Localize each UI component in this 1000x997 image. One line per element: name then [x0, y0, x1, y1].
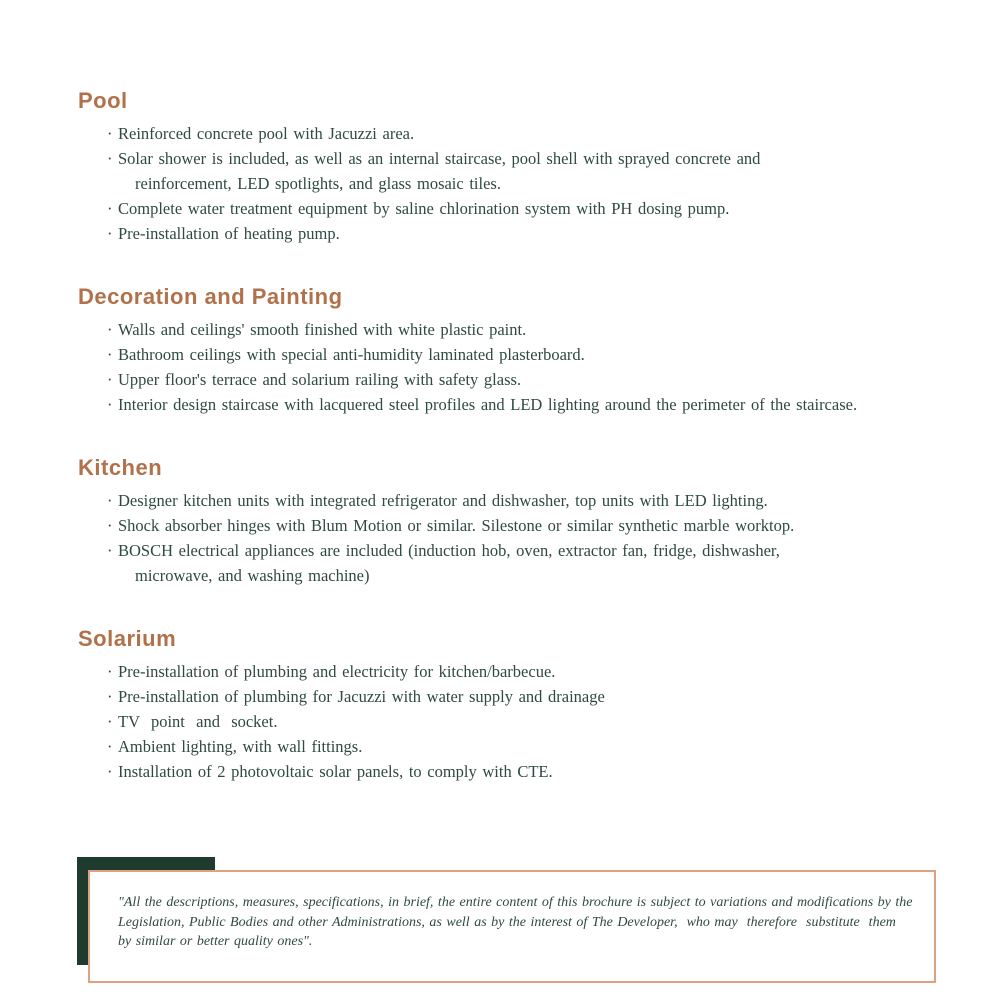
- bullet-item: [107, 221, 968, 246]
- bullet-icon: ·: [107, 662, 113, 681]
- bullet-icon: ·: [107, 320, 113, 339]
- bullet-icon: ·: [107, 345, 113, 364]
- section-pool: [78, 88, 968, 246]
- bullet-text: Reinforced concrete pool with Jacuzzi area.: [118, 124, 415, 143]
- bullet-list: [107, 659, 968, 784]
- bullet-icon: ·: [107, 149, 113, 168]
- section-decoration-and-painting: [78, 284, 968, 417]
- bullet-icon: ·: [107, 370, 113, 389]
- bullet-text: Complete water treatment equipment by saline chlorination system with PH dosing pump.: [118, 199, 730, 218]
- bullet-item: [107, 488, 968, 513]
- disclaimer-line: by similar or better quality ones".: [118, 934, 313, 949]
- bullet-text: Solar shower is included, as well as an internal staircase, pool shell with sprayed concrete and: [118, 149, 761, 168]
- bullet-list: [107, 121, 968, 246]
- bullet-item: [107, 146, 968, 171]
- bullet-text: Installation of 2 photovoltaic solar panels, to comply with CTE.: [118, 762, 553, 781]
- disclaimer-text: [90, 872, 934, 952]
- bullet-item: [107, 734, 968, 759]
- bullet-icon: ·: [107, 491, 113, 510]
- section-title-decoration-and-painting: Decoration and Painting: [78, 284, 343, 309]
- bullet-text: TV point and socket.: [118, 712, 278, 731]
- bullet-text: Pre-installation of heating pump.: [118, 224, 340, 243]
- bullet-item: [107, 367, 968, 392]
- section-title-solarium: Solarium: [78, 626, 177, 651]
- bullet-text: Designer kitchen units with integrated refrigerator and dishwasher, top units with LED lighting.: [118, 491, 768, 510]
- bullet-item: [107, 317, 968, 342]
- bullet-item: [107, 121, 968, 146]
- bullet-item: [107, 759, 968, 784]
- bullet-item: [107, 196, 968, 221]
- bullet-item: [107, 513, 968, 538]
- brochure-page: [78, 88, 968, 784]
- bullet-icon: ·: [107, 541, 113, 560]
- bullet-continuation: [107, 563, 968, 588]
- bullet-text: Interior design staircase with lacquered steel profiles and LED lighting around the perimeter of the staircase.: [118, 395, 858, 414]
- bullet-icon: ·: [107, 762, 113, 781]
- bullet-list: [107, 488, 968, 588]
- bullet-item: [107, 684, 968, 709]
- section-kitchen: [78, 455, 968, 588]
- sections: [78, 88, 968, 784]
- disclaimer-line: Legislation, Public Bodies and other Administrations, as well as by the interest of The Developer, who may therefore substitute them: [118, 914, 896, 930]
- bullet-text: Upper floor's terrace and solarium railing with safety glass.: [118, 370, 522, 389]
- section-title-kitchen: Kitchen: [78, 455, 163, 480]
- bullet-item: [107, 342, 968, 367]
- bullet-text: Pre-installation of plumbing for Jacuzzi with water supply and drainage: [118, 687, 605, 706]
- bullet-item: [107, 538, 968, 563]
- disclaimer-line: "All the descriptions, measures, specifications, in brief, the entire content of this brochure is subject to variations and modifications by the: [118, 895, 913, 910]
- bullet-item: [107, 392, 968, 417]
- disclaimer-box: [88, 870, 936, 983]
- bullet-icon: ·: [107, 712, 113, 731]
- bullet-text: Pre-installation of plumbing and electricity for kitchen/barbecue.: [118, 662, 556, 681]
- bullet-icon: ·: [107, 737, 113, 756]
- bullet-text: reinforcement, LED spotlights, and glass mosaic tiles.: [135, 174, 501, 193]
- bullet-icon: ·: [107, 224, 113, 243]
- bullet-text: BOSCH electrical appliances are included (induction hob, oven, extractor fan, fridge, dishwasher,: [118, 541, 780, 560]
- bullet-item: [107, 709, 968, 734]
- bullet-icon: ·: [107, 687, 113, 706]
- bullet-text: Bathroom ceilings with special anti-humidity laminated plasterboard.: [118, 345, 585, 364]
- bullet-item: [107, 659, 968, 684]
- bullet-continuation: [107, 171, 968, 196]
- bullet-icon: ·: [107, 124, 113, 143]
- bullet-text: microwave, and washing machine): [135, 566, 370, 585]
- bullet-icon: ·: [107, 199, 113, 218]
- bullet-list: [107, 317, 968, 417]
- bullet-text: Ambient lighting, with wall fittings.: [118, 737, 363, 756]
- section-solarium: [78, 626, 968, 784]
- bullet-text: Walls and ceilings' smooth finished with white plastic paint.: [118, 320, 527, 339]
- bullet-text: Shock absorber hinges with Blum Motion or similar. Silestone or similar synthetic marble worktop.: [118, 516, 795, 535]
- bullet-icon: ·: [107, 516, 113, 535]
- bullet-icon: ·: [107, 395, 113, 414]
- section-title-pool: Pool: [78, 88, 128, 113]
